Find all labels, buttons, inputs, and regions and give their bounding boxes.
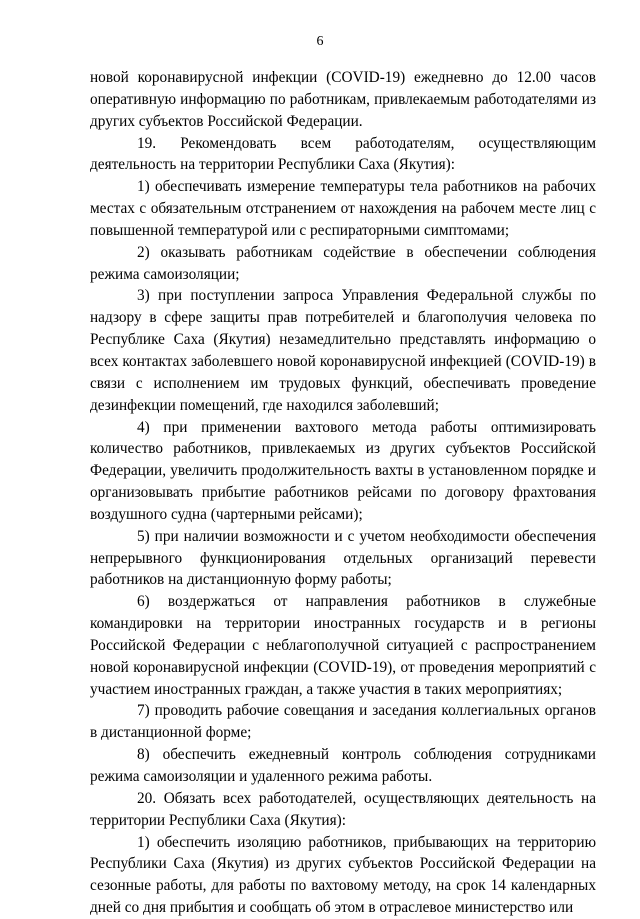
list-item: 1) обеспечивать измерение температуры тела работников на рабочих местах с обязательным отстранением от нахождения на рабочем месте лиц с повышенной температурой или с респираторными симптомами; xyxy=(90,178,596,239)
list-item: 3) при поступлении запроса Управления Федеральной службы по надзору в сфере защиты прав потребителей и благополучия человека по Республике Саха (Якутия) незамедлительно представлять информацию о всех контактах заболевшего новой коронавирусной инфекцией (COVID-19) в связи с исполнением им трудовых функций, обеспечивать проведение дезинфекции помещений, где находился заболевший; xyxy=(90,287,596,414)
page-number: 6 xyxy=(316,34,324,49)
list-item: 1) обеспечить изоляцию работников, прибывающих на территорию Республики Саха (Якутия) из других субъектов Российской Федерации на сезонные работы, для работы по вахтовому методу, на срок 14 календарных дней со дня прибытия и сообщать об этом в отраслевое министерство или xyxy=(90,833,596,917)
list-item: 7) проводить рабочие совещания и заседания коллегиальных органов в дистанционной форме; xyxy=(90,702,596,742)
list-item: 8) обеспечить ежедневный контроль соблюдения сотрудниками режима самоизоляции и удаленного режима работы. xyxy=(90,746,596,785)
paragraph: 19. Рекомендовать всем работодателям, осуществляющим деятельность на территории Республики Саха (Якутия): xyxy=(90,134,596,174)
list-item: 5) при наличии возможности и с учетом необходимости обеспечения непрерывного функционирования отдельных организаций перевести работников на дистанционную форму работы; xyxy=(90,527,596,589)
paragraph: новой коронавирусной инфекции (COVID-19) ежедневно до 12.00 часов оперативную информацию по работникам, привлекаемым работодателями из других субъектов Российской Федерации. xyxy=(90,69,596,130)
list-item: 6) воздержаться от направления работников в служебные командировки на территории иностранных государств и в регионы Российской Федерации с неблагополучной ситуацией с распространением новой коронавирусной инфекции (COVID-19), от проведения мероприятий с участием иностранных граждан, а также участия в таких мероприятиях; xyxy=(90,593,596,698)
list-item: 4) при применении вахтового метода работы оптимизировать количество работников, привлекаемых из других субъектов Российской Федерации, увеличить продолжительность вахты в установленном порядке и организовывать прибытие работников рейсами по договору фрахтования воздушного судна (чартерными рейсами); xyxy=(90,418,596,523)
paragraph: 20. Обязать всех работодателей, осуществляющих деятельность на территории Республики Саха (Якутия): xyxy=(90,789,596,829)
list-item: 2) оказывать работникам содействие в обеспечении соблюдения режима самоизоляции; xyxy=(90,243,596,283)
